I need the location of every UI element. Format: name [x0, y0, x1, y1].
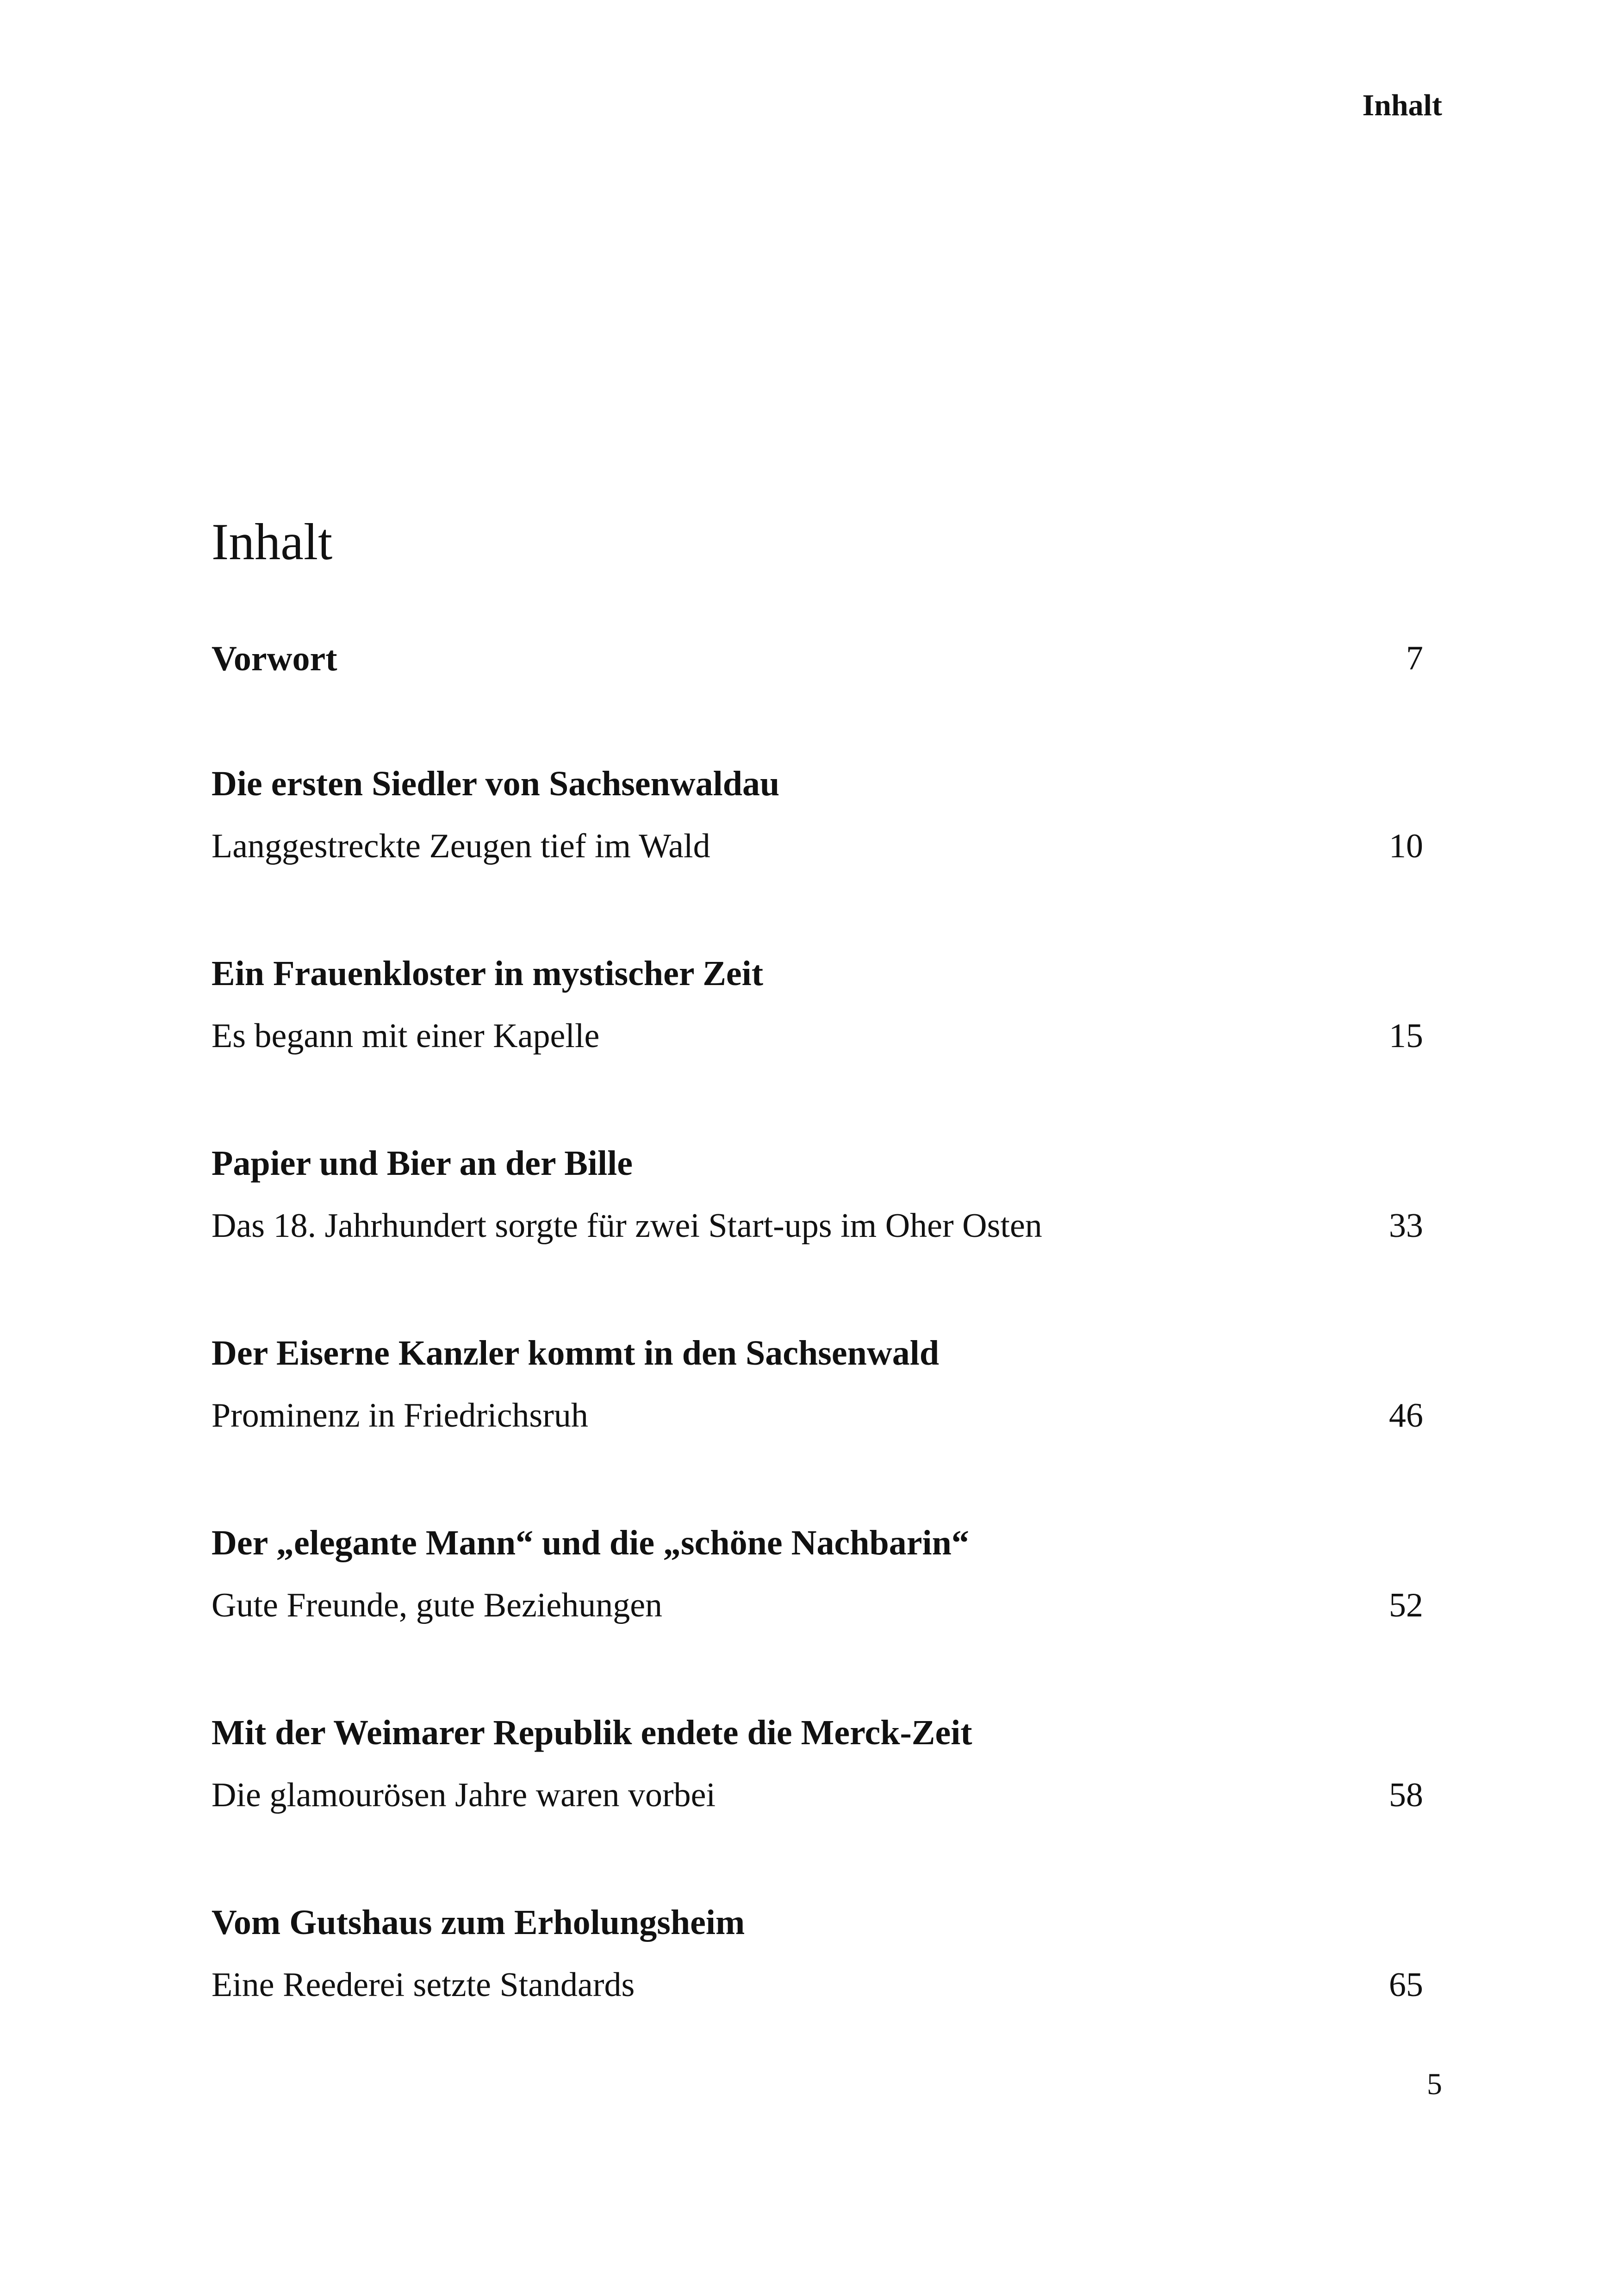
toc-entry-1[interactable] — [212, 766, 1423, 866]
toc-entry-page: 33 — [1389, 1207, 1423, 1245]
toc-entry-7[interactable] — [212, 1905, 1423, 2005]
toc-entry-heading: Vorwort — [212, 639, 337, 678]
running-head: Inhalt — [1362, 88, 1442, 122]
toc-entry-3[interactable] — [212, 1146, 1423, 1246]
toc-entry-subtitle: Eine Reederei setzte Standards — [212, 1966, 635, 2004]
toc-entry-vorwort[interactable] — [212, 641, 1423, 678]
toc-entry-page: 46 — [1389, 1397, 1423, 1435]
toc-entry-page: 52 — [1389, 1586, 1423, 1624]
toc-entry-heading: Mit der Weimarer Republik endete die Merck-Zeit — [212, 1713, 972, 1752]
page-number: 5 — [1427, 2067, 1442, 2101]
toc-entry-subtitle: Langgestreckte Zeugen tief im Wald — [212, 827, 710, 865]
toc-entry-subtitle: Es begann mit einer Kapelle — [212, 1017, 600, 1055]
toc-entry-heading: Der Eiserne Kanzler kommt in den Sachsenwald — [212, 1334, 940, 1373]
toc-entry-subtitle: Prominenz in Friedrichsruh — [212, 1397, 588, 1435]
toc-entry-5[interactable] — [212, 1525, 1423, 1625]
toc-entry-4[interactable] — [212, 1335, 1423, 1435]
toc-entry-heading: Papier und Bier an der Bille — [212, 1144, 633, 1183]
toc-entry-heading: Vom Gutshaus zum Erholungsheim — [212, 1903, 745, 1942]
toc-entry-heading: Der „elegante Mann“ und die „schöne Nachbarin“ — [212, 1523, 969, 1562]
toc-entry-page: 10 — [1389, 827, 1423, 865]
toc-entry-subtitle: Das 18. Jahrhundert sorgte für zwei Start-ups im Oher Osten — [212, 1207, 1042, 1245]
toc-entry-page: 58 — [1389, 1776, 1423, 1814]
toc-entry-page: 65 — [1389, 1966, 1423, 2004]
toc-entry-heading: Die ersten Siedler von Sachsenwaldau — [212, 764, 780, 803]
toc-entry-subtitle: Die glamourösen Jahre waren vorbei — [212, 1776, 716, 1814]
toc-entry-2[interactable] — [212, 956, 1423, 1056]
toc-entry-subtitle: Gute Freunde, gute Beziehungen — [212, 1586, 663, 1624]
page-title: Inhalt — [212, 513, 333, 571]
toc-entry-page: 15 — [1389, 1017, 1423, 1055]
toc-entry-page: 7 — [1406, 639, 1423, 677]
toc-entry-6[interactable] — [212, 1715, 1423, 1815]
toc-entry-heading: Ein Frauenkloster in mystischer Zeit — [212, 954, 764, 993]
